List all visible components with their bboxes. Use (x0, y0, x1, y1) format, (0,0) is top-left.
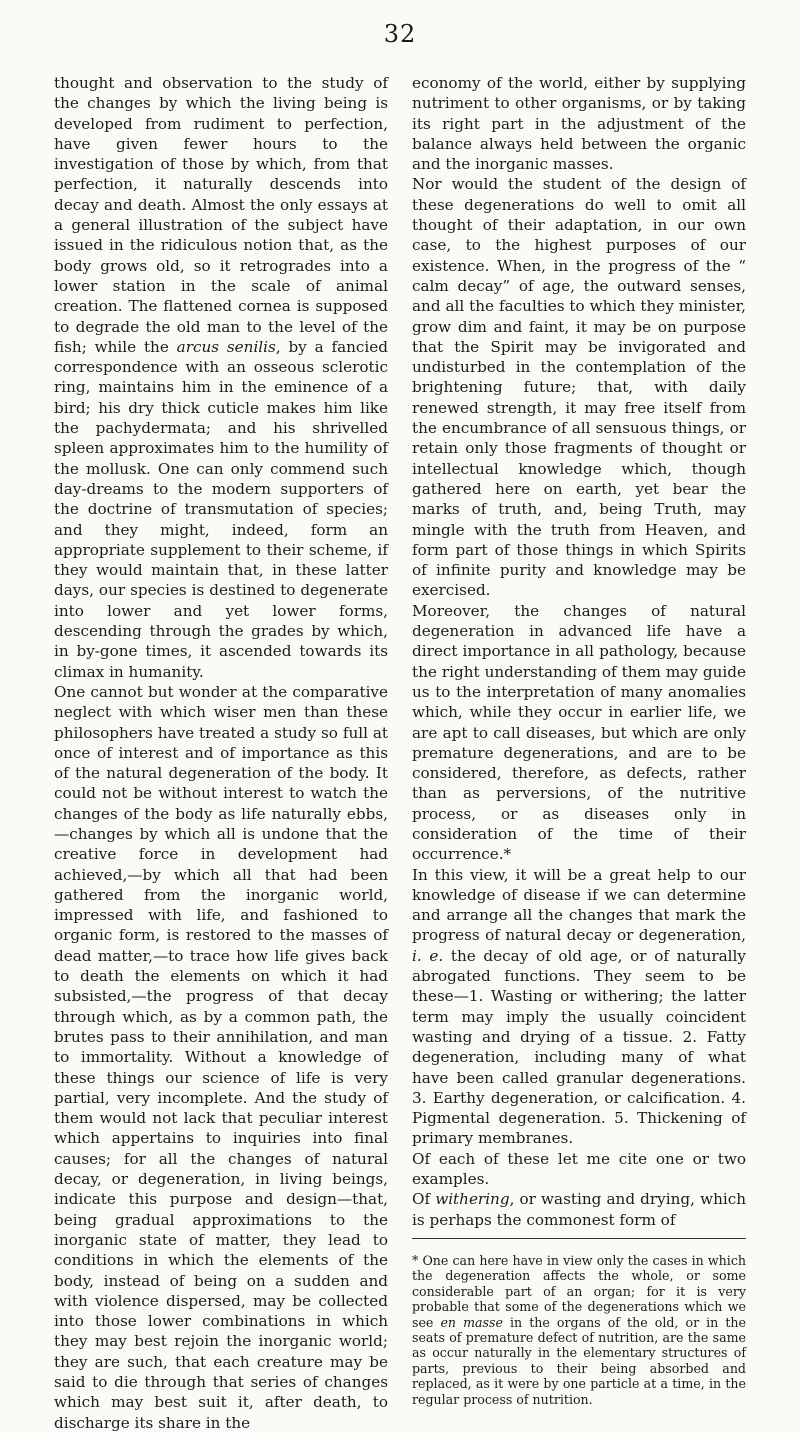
latin-term: arcus senilis (176, 337, 276, 356)
left-paragraph-2: One cannot but wonder at the comparative neglect with which wiser men than these philosophers have treated a study so full at once of interest and of importance as this of the natural degeneration of the body. It could not be without interest to watch the changes of the body as life naturally ebbs,—changes by which all is undone that the creative force in development had achieved,—by which all that had been gathered from the inorganic world, impressed with life, and fashioned to organic form, is restored to the masses of dead matter,—to trace how life gives back to death the elements on which it had subsisted,—the progress of that decay through which, as by a common path, the brutes pass to their annihilation, and man to immortality. Without a knowledge of these things our science of life is very partial, very incomplete. And the study of them would not lack that peculiar interest which appertains to inquiries into final causes; for all the changes of natural decay, or degeneration, in living beings, indicate this purpose and design—that, being gradual approximations to the inorganic state of matter, they lead to conditions in which the elements of the body, instead of being on a sudden and with violence dispersed, may be collected into those lower combinations in which they may best rejoin the inorganic world; they are such, that each creature may be said to die through that series of changes which may best suit it, after death, to discharge its share in the (54, 682, 388, 1432)
text-run: In this view, it will be a great help to our knowledge of disease if we can determine and arrange all the changes that mark the progress of natural decay or degeneration, (412, 865, 746, 945)
right-column (412, 73, 746, 1407)
text-run: thought and observation to the study of the changes by which the living being is developed from rudiment to perfection, have given fewer hours to the investigation of those by which, from that perfection, it naturally descends into decay and death. Almost the only essays at a general illustration of the subject have issued in the ridiculous notion that, as the body grows old, so it retrogrades into a lower station in the scale of animal creation. The flattened cornea is supposed to degrade the old man to the level of the fish; while the (54, 74, 388, 356)
text-run: the decay of old age, or of naturally abrogated functions. They seem to be these—1. Wasting or withering; the latter term may imply the usually coincident wasting and drying of a tissue. 2. Fatty degeneration, including many of what have been called granular degenerations. 3. Earthy degeneration, or calcification. 4. Pigmental degeneration. 5. Thickening of primary membranes. (412, 946, 746, 1148)
emphasis-term: withering (435, 1190, 510, 1209)
right-paragraph-4 (412, 865, 746, 1149)
foreign-phrase: en masse (440, 1314, 503, 1330)
right-paragraph-1: economy of the world, either by supplying nutriment to other organisms, or by taking its right part in the adjustment of the balance always held between the organic and the inorganic masses. (412, 74, 746, 174)
footnote (412, 1253, 746, 1407)
footnote-divider (412, 1238, 746, 1239)
left-paragraph-1 (54, 73, 388, 682)
left-column (54, 73, 388, 1433)
right-paragraph-6 (412, 1189, 746, 1230)
text-run: , or wasting and drying, which is perhaps the commonest form of (412, 1190, 746, 1229)
abbreviation: i. e. (412, 946, 444, 965)
text-run: , by a fancied correspondence with an osseous sclerotic ring, maintains him in the eminence of a bird; his dry thick cuticle makes him like the pachydermata; and his shrivelled spleen approximates him to the humility of the mollusk. One can only commend such day-dreams to the modern supporters of the doctrine of transmutation of species; and they might, indeed, form an appropriate supplement to their scheme, if they would maintain that, in these latter days, our species is destined to degenerate into lower and yet lower forms, descending through the grades by which, in by-gone times, it ascended towards its climax in humanity. (54, 337, 388, 681)
text-run: in the organs of the old, or in the seats of premature defect of nutrition, are the same as occur naturally in the elementary structures of parts, previous to their being absorbed and replaced, as it were by one particle at a time, in the regular process of nutrition. (412, 1314, 746, 1407)
text-run: Of (412, 1190, 436, 1209)
right-paragraph-3: Moreover, the changes of natural degeneration in advanced life have a direct importance in all pathology, because the right understanding of them may guide us to the interpretation of many anomalies which, while they occur in earlier life, we are apt to call diseases, but which are only premature degenerations, and are to be considered, therefore, as defects, rather than as perversions, of the nutritive process, or as diseases only in consideration of the time of their occurrence.* (412, 601, 746, 864)
text-run: * One can here have in view only the cases in which the degeneration affects the whole, or some considerable part of an organ; for it is very probable that some of the degenerations which we see (412, 1252, 746, 1330)
right-paragraph-5: Of each of these let me cite one or two examples. (412, 1149, 746, 1189)
page-number: 32 (383, 20, 417, 48)
right-paragraph-2: Nor would the student of the design of these degenerations do well to omit all thought of their adaptation, in our own case, to the highest purposes of our existence. When, in the progress of the “ calm decay” of age, the outward senses, and all the faculties to which they minister, grow dim and faint, it may be on purpose that the Spirit may be invigorated and undisturbed in the contemplation of the brightening future; that, with daily renewed strength, it may free itself from the encumbrance of all sensuous things, or retain only those fragments of thought or intellectual knowledge which, though gathered here on earth, yet bear the marks of truth, and, being Truth, may mingle with the truth from Heaven, and form part of those things in which Spirits of infinite purity and knowledge may be exercised. (412, 175, 746, 600)
